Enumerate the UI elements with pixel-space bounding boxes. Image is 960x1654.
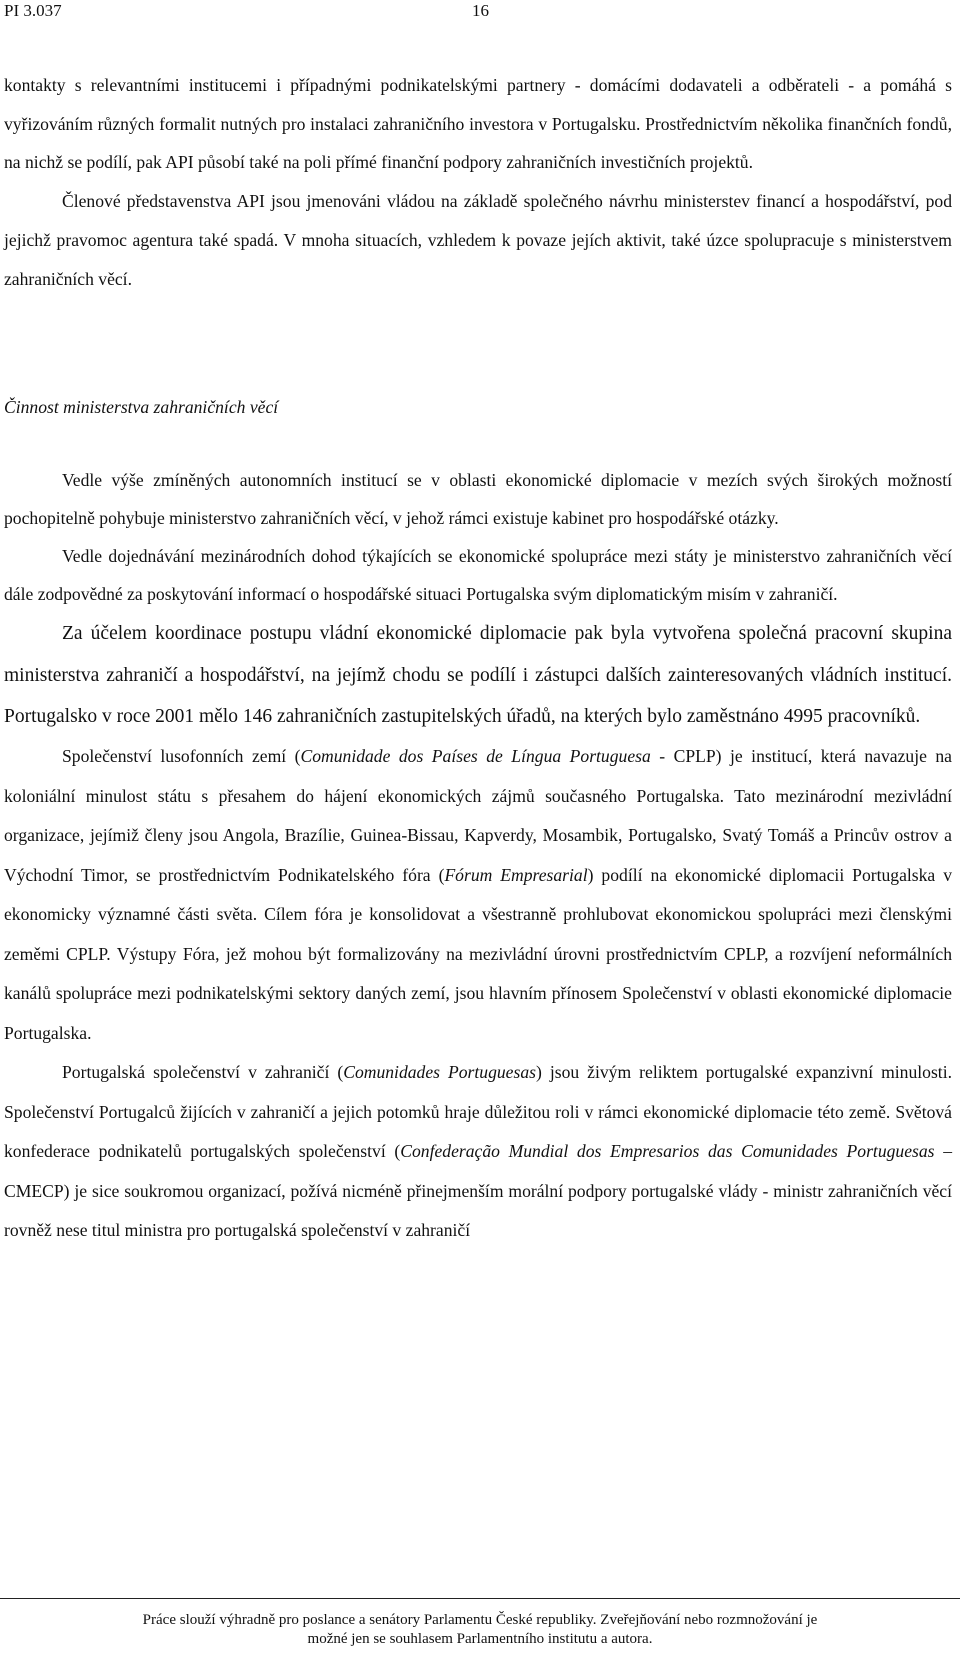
cplp-name-italic: Comunidade dos Países de Língua Portuguesa (300, 746, 651, 767)
paragraph-ministry-role: Vedle výše zmíněných autonomních institucí se v oblasti ekonomické diplomacie v mezích svých širokých možností pochopitelně pohybuje ministerstvo zahraničních věcí, v jehož rámci existuje kabinet pro hospodářské otázky. (4, 470, 952, 529)
paragraph-api-contacts: kontakty s relevantními institucemi i případnými podnikatelskými partnery - domácími dodavateli a odběrateli - a pomáhá s vyřizováním různých formalit nutných pro instalaci zahraničního investora v Portugalsku. Prostřednictvím několika finančních fondů, na nichž se podílí, pak API působí také na poli přímé finanční podpory zahraničních investičních projektů. (4, 75, 952, 173)
communities-text-before: Portugalská společenství v zahraničí ( (62, 1062, 344, 1083)
page-footer (0, 1598, 960, 1649)
section-heading: Činnost ministerstva zahraničních věcí (4, 397, 279, 418)
page-number: 16 (472, 1, 489, 20)
paragraph-working-group: Za účelem koordinace postupu vládní ekonomické diplomacie pak byla vytvořena společná pracovní skupina ministerstva zahraničí a hospodářství, na jejímž chodu se podílí i zástupci dalších zainteresovaných vládních institucí. Portugalsko v roce 2001 mělo 146 zahraničních zastupitelských úřadů, na kterých bylo zaměstnáno 4995 pracovníků. (4, 623, 952, 727)
paragraph-cplp (4, 737, 952, 1053)
cplp-text-middle: - CPLP) je institucí, která navazuje na koloniální minulost státu s přesahem do hájení ekonomických zájmů současného Portugalska. Tato mezinárodní mezivládní organizace, jejímiž členy jsou Angola, Brazílie, Guinea-Bissau, Kapverdy, Mosambik, Portugalsko, Svatý Tomáš a Princův ostrov a Východní Timor, se prostřednictvím Podnikatelského fóra ( (4, 746, 952, 885)
paragraph-api-board: Členové představenstva API jsou jmenováni vládou na základě společného návrhu ministerstev financí a hospodářství, pod jejichž pravomoc agentura také spadá. V mnoha situacích, vzhledem k povaze jejích aktivit, také úzce spolupracuje s ministerstvem zahraničních věcí. (4, 191, 952, 289)
page-header (4, 0, 504, 26)
paragraph-communities (4, 1053, 952, 1251)
document-body (4, 66, 952, 1251)
footer-notice-line2: možné jen se souhlasem Parlamentního institutu a autora. (307, 1631, 653, 1647)
forum-name-italic: Fórum Empresarial (444, 864, 588, 885)
communities-text-middle: ) jsou živým reliktem portugalské expanzivní minulosti. Společenství Portugalců žijících v zahraničí a jejich potomků hraje důležitou roli v rámci ekonomické diplomacie této země. Světová konfederace podnikatelů portugalských společenství ( (4, 1062, 952, 1162)
cplp-text-after: ) podílí na ekonomické diplomacii Portugalska v ekonomicky významné části světa. Cílem fóra je konsolidovat a všestranně prohlubovat ekonomickou spolupráci mezi členskými zeměmi CPLP. Výstupy Fóra, jež mohou být formalizovány na mezivládní úrovni prostřednictvím CPLP, a rozvíjení neformálních kanálů spolupráce mezi podnikatelskými sektory daných zemí, jsou hlavním přínosem Společenství v oblasti ekonomické diplomacie Portugalska. (4, 864, 952, 1043)
communities-text-after: – CMECP) je sice soukromou organizací, požívá nicméně přinejmenším morální podpory portugalské vlády - ministr zahraničních věcí rovněž nese titul ministra pro portugalská společenství v zahraničí (4, 1141, 952, 1241)
footer-notice-line1: Práce slouží výhradně pro poslance a senátory Parlamentu České republiky. Zveřejňování nebo rozmnožování je (142, 1612, 818, 1628)
cplp-text-before: Společenství lusofonních zemí ( (62, 746, 301, 767)
document-id: PI 3.037 (4, 1, 62, 20)
communities-name-italic: Comunidades Portuguesas (343, 1062, 536, 1083)
paragraph-ministry-duties: Vedle dojednávání mezinárodních dohod týkajících se ekonomické spolupráce mezi státy je ministerstvo zahraničních věcí dále zodpovědné za poskytování informací o hospodářské situaci Portugalska svým diplomatickým misím v zahraničí. (4, 545, 952, 604)
cmecp-name-italic: Confederação Mundial dos Empresarios das Comunidades Portuguesas (400, 1141, 935, 1162)
